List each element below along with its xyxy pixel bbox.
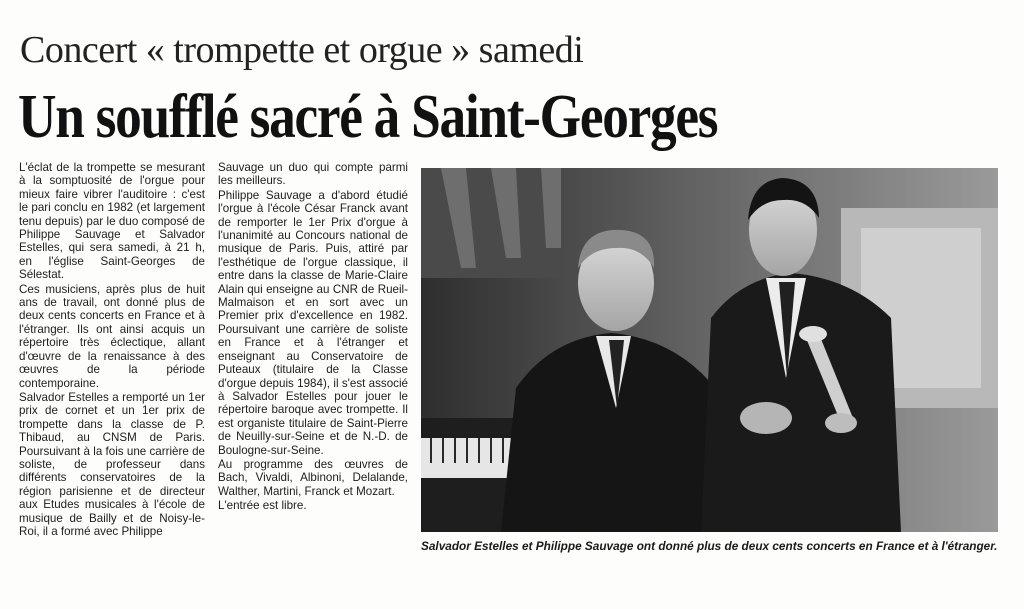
paragraph: Sauvage un duo qui compte parmi les meilleurs. — [218, 161, 408, 188]
article-column-2 — [218, 161, 408, 513]
article-column-1 — [19, 161, 205, 538]
photo-caption: Salvador Estelles et Philippe Sauvage ont donné plus de deux cents concerts en France et à l'étranger. — [421, 539, 998, 553]
concert-photo — [421, 168, 998, 532]
paragraph: Philippe Sauvage a d'abord étudié l'orgue à l'école César Franck avant de remporter le 1er Prix d'orgue à l'unanimité au Concours national de musique de Paris. Puis, attiré par l'esthétique de l'orgue classique, il entre dans la classe de Marie-Claire Alain qui enseigne au CNR de Rueil-Malmaison et en sort avec un Premier prix d'excellence en 1982. Poursuivant une carrière de soliste en France et à l'étranger et enseignant au Conservatoire de Puteaux (titulaire de la Classe d'orgue depuis 1984), il s'est associé à Salvador Estelles pour jouer le répertoire baroque avec trompette. Il est organiste titulaire de Saint-Pierre de Neuilly-sur-Seine et de N.-D. de Boulogne-sur-Seine. — [218, 188, 408, 457]
headline: Un soufflé sacré à Saint-Georges — [18, 83, 718, 151]
paragraph: Au programme des œuvres de Bach, Vivaldi, Albinoni, Delalande, Walther, Martini, Franck et Mozart. — [218, 457, 408, 498]
paragraph: Salvador Estelles a remporté un 1er prix de cornet et un 1er prix de trompette dans la classe de P. Thibaud, au CNSM de Paris. Poursuivant à la fois une carrière de soliste, de professeur dans différents conservatoires de la région parisienne et de directeur aux Etudes musicales à l'école de musique de Bailly et de Noisy-le-Roi, il a formé avec Philippe — [19, 390, 205, 538]
paragraph: L'éclat de la trompette se mesurant à la somptuosité de l'orgue pour mieux faire vibrer l'auditoire : c'est le pari conclu en 1982 (et largement tenu depuis) par le duo composé de Philippe Sauvage et Salvador Estelles, qui sera samedi, à 21 h, en l'église Saint-Georges de Sélestat. — [19, 161, 205, 282]
paragraph: L'entrée est libre. — [218, 499, 307, 513]
paragraph: Ces musiciens, après plus de huit ans de travail, ont donné plus de deux cents concerts en France et à l'étranger. Ils ont ainsi acquis un répertoire très éclectique, allant d'œuvre de la renaissance à des œuvres de la période contemporaine. — [19, 282, 205, 390]
kicker: Concert « trompette et orgue » samedi — [20, 29, 584, 71]
